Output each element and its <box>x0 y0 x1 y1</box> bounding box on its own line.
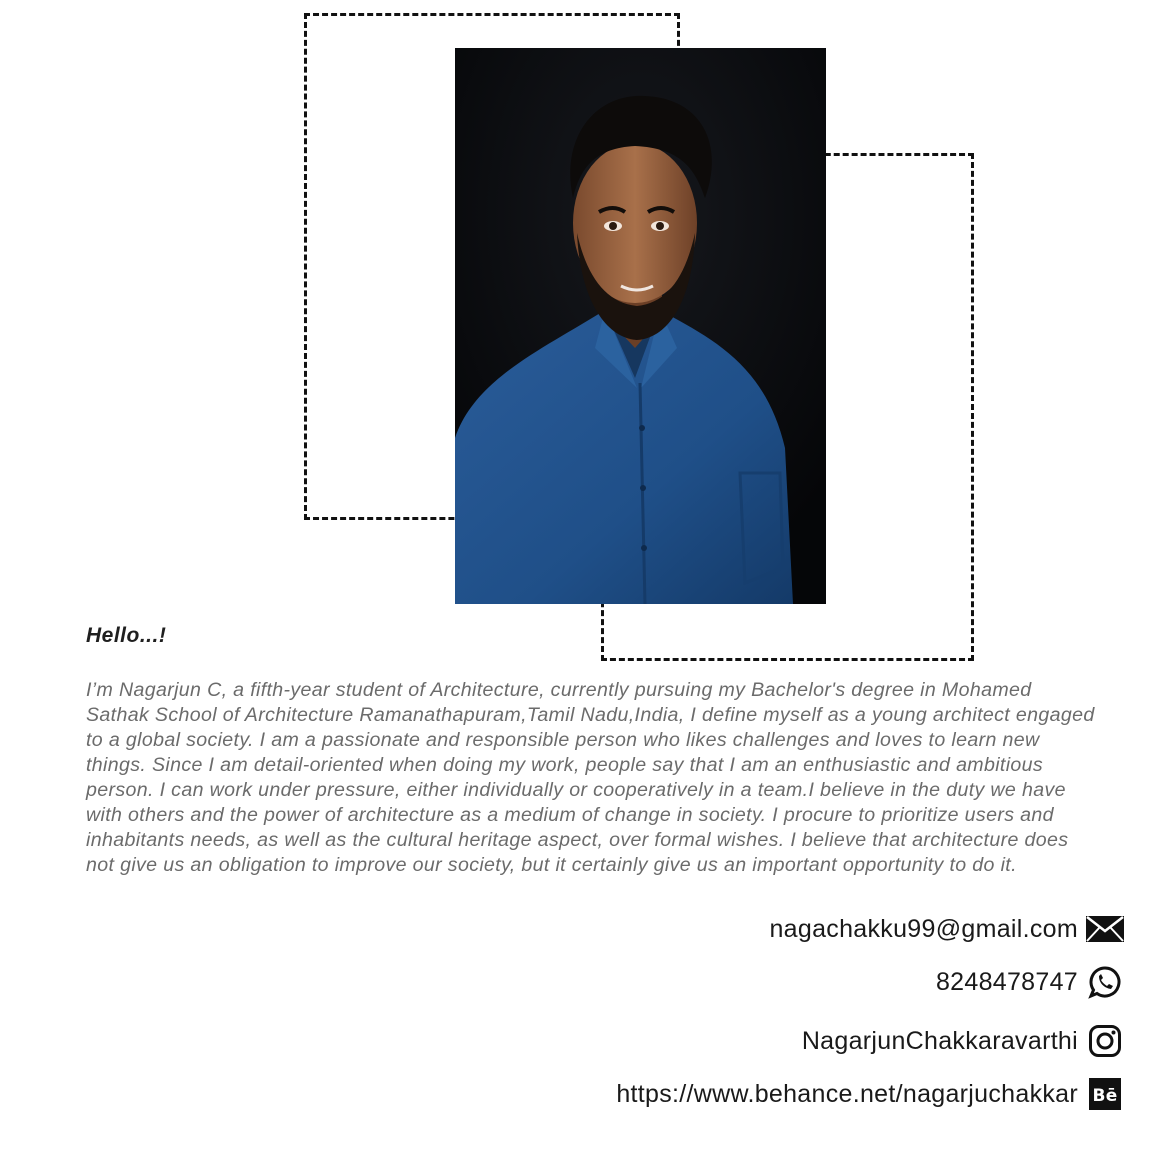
behance-icon-label: Bē <box>1092 1086 1118 1106</box>
contact-email[interactable] <box>769 912 1124 946</box>
instagram-handle[interactable]: NagarjunChakkaravarthi <box>801 1026 1078 1055</box>
contact-behance[interactable] <box>616 1077 1124 1111</box>
envelope-icon <box>1086 912 1124 946</box>
contact-phone[interactable] <box>936 965 1124 999</box>
instagram-icon <box>1086 1024 1124 1058</box>
phone-number[interactable]: 8248478747 <box>935 967 1078 996</box>
behance-icon <box>1086 1077 1124 1111</box>
portrait-photo <box>455 48 826 604</box>
bio-paragraph: I’m Nagarjun C, a fifth-year student of Architecture, currently pursuing my Bachelor's degree in Mohamed Sathak School of Architecture Ramanathapuram,Tamil Nadu,India, I define myself as a young architect engaged to a global society. I am a passionate and responsible person who likes challenges and loves to learn new things. Since I am detail-oriented when doing my work, people say that I am an enthusiastic and ambitious person. I can work under pressure, either individually or cooperatively in a team.I believe in the duty we have with others and the power of architecture as a medium of change in society. I procure to prioritize users and inhabitants needs, as well as the cultural heritage aspect, over formal wishes. I believe that architecture does not give us an obligation to improve our society, but it certainly give us an important opportunity to do it. <box>86 679 1095 876</box>
email-address[interactable]: nagachakku99@gmail.com <box>769 914 1078 943</box>
greeting-heading: Hello...! <box>86 624 167 647</box>
whatsapp-icon <box>1086 965 1124 999</box>
behance-link[interactable]: https://www.behance.net/nagarjuchakkar <box>616 1079 1078 1108</box>
contact-instagram[interactable] <box>802 1024 1124 1058</box>
